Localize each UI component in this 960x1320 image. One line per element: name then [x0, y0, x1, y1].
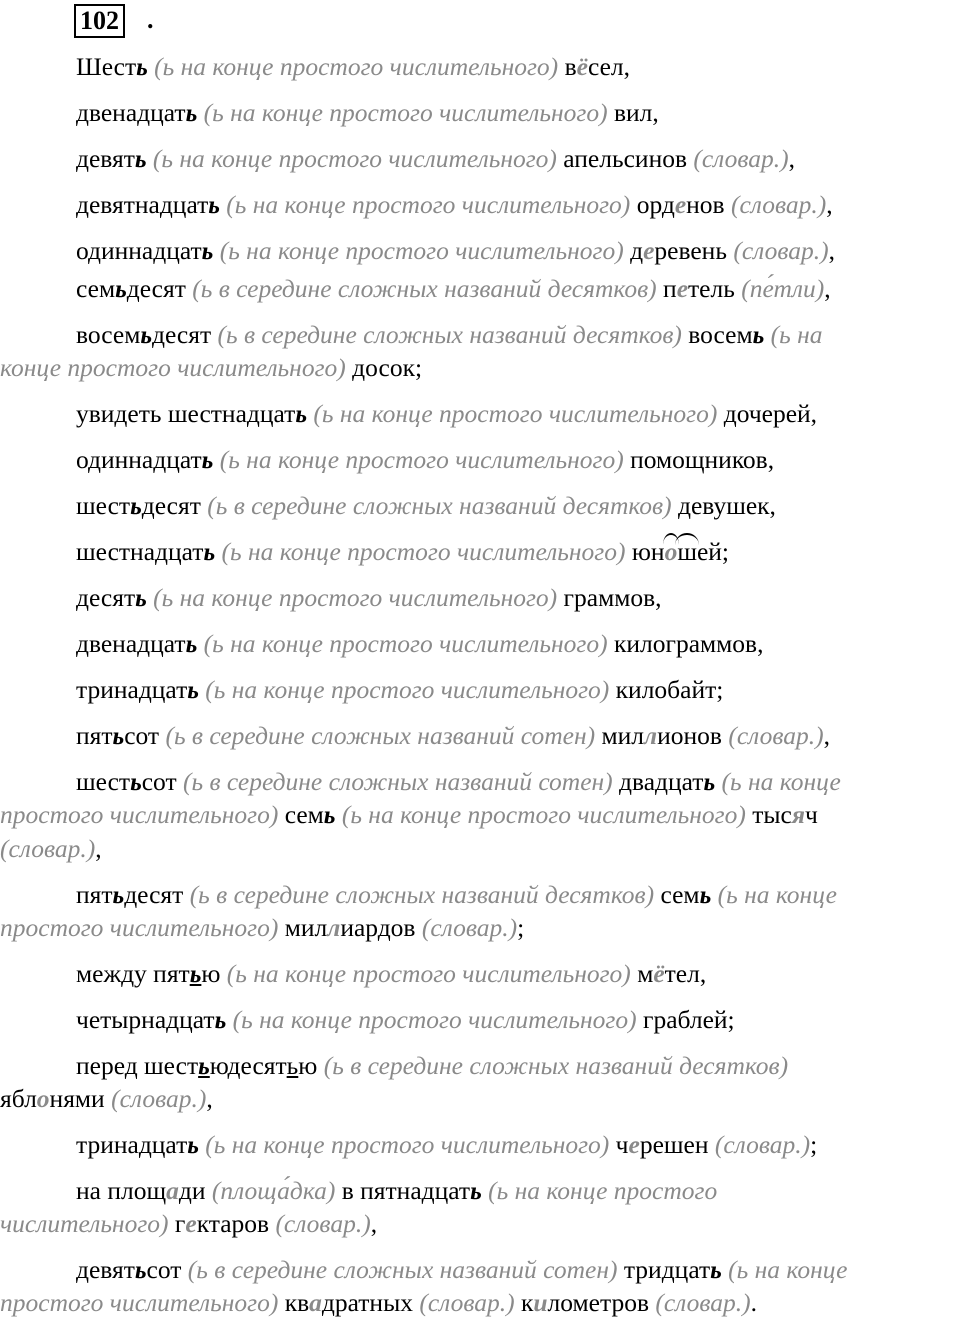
soft-sign-mark: ь	[189, 959, 202, 988]
text-run: .	[750, 1288, 758, 1317]
text-line	[0, 719, 960, 753]
text-run: тел,	[664, 959, 707, 988]
text-run: ,	[206, 1084, 213, 1113]
comment-run: (ь на конце простого	[481, 1176, 718, 1205]
text-run: ктаров	[196, 1209, 276, 1238]
soft-sign-mark: ь	[295, 399, 307, 428]
text-run: двадцат	[619, 767, 704, 796]
text-line	[0, 1003, 960, 1037]
text-run: юдесят	[209, 1051, 287, 1080]
text-line	[0, 832, 960, 866]
text-line	[0, 911, 960, 945]
text-run: двенадцат	[76, 98, 186, 127]
comment-run: (ь в середине сложных названий сотен)	[181, 1255, 624, 1284]
comment-run: (словар.)	[655, 1288, 751, 1317]
comment-run: (ь на конце простого числительного)	[198, 675, 616, 704]
text-run: шестнадцат	[76, 537, 204, 566]
text-run: нями	[49, 1084, 112, 1113]
text-run: иардов	[340, 913, 422, 942]
text-run: в	[564, 52, 577, 81]
text-line	[0, 50, 960, 84]
comment-run: (пе́тли)	[741, 274, 825, 303]
comment-run: (ь в середине сложных названий десятков)	[200, 491, 678, 520]
comment-run: (ь на конце простого числительного)	[197, 98, 614, 127]
comment-run: (ь на конце простого числительного)	[219, 190, 637, 219]
soft-sign-mark: ь	[136, 52, 148, 81]
text-run: десят	[76, 583, 136, 612]
text-run: мил	[601, 721, 645, 750]
text-run: граблей;	[642, 1005, 735, 1034]
text-run: тель	[688, 274, 742, 303]
vowel-mark: ё	[576, 52, 588, 81]
text-run: килограммов,	[614, 629, 764, 658]
text-line	[0, 798, 960, 832]
text-line	[0, 673, 960, 707]
text-run: тыс	[752, 800, 792, 829]
comment-run: (ь на конце простого числительного)	[215, 537, 632, 566]
soft-sign-mark: ь	[323, 800, 336, 829]
text-run: нов	[686, 190, 731, 219]
text-run: юн	[631, 537, 665, 566]
comment-run: (ь в середине сложных названий сотен)	[176, 767, 620, 796]
text-run: решен	[639, 1130, 715, 1159]
text-run: одиннадцат	[76, 445, 202, 474]
comment-run: простого числительного)	[0, 800, 285, 829]
text-line	[0, 397, 960, 431]
text-run: сем	[660, 880, 700, 909]
soft-sign-mark: ь	[134, 1255, 147, 1284]
text-run: сел,	[587, 52, 630, 81]
text-line	[0, 581, 960, 615]
vowel-mark: о	[36, 1084, 50, 1113]
text-run: мил	[284, 913, 328, 942]
comment-run: простого числительного)	[0, 913, 285, 942]
exercise-number-dot: .	[147, 5, 154, 34]
text-line	[0, 142, 960, 176]
text-run: граммов,	[563, 583, 662, 612]
text-run: ю	[298, 1051, 318, 1080]
text-line	[0, 489, 960, 523]
soft-sign-mark: ь	[203, 537, 216, 566]
comment-run: (ь в середине сложных названий десятков)	[185, 274, 664, 303]
text-run: тринадцат	[76, 675, 188, 704]
soft-sign-mark: ь	[187, 675, 199, 704]
comment-run: (ь на конце простого числительного)	[198, 1130, 616, 1159]
vowel-mark: е	[185, 1209, 197, 1238]
comment-run: простого числительного)	[0, 1288, 285, 1317]
comment-run: (ь на конце простого числительного)	[146, 583, 564, 612]
text-run: десят	[126, 274, 186, 303]
text-line	[0, 1253, 960, 1287]
soft-sign-mark: ь	[710, 1255, 722, 1284]
text-run: ,	[95, 834, 102, 863]
text-run: девятнадцат	[76, 190, 209, 219]
text-run: в пятнадцат	[335, 1176, 471, 1205]
text-run: п	[663, 274, 677, 303]
text-run: Шест	[76, 52, 137, 81]
text-run: десят	[141, 491, 201, 520]
vowel-mark: и	[533, 1288, 548, 1317]
text-run: двенадцат	[76, 629, 186, 658]
text-line	[0, 188, 960, 222]
text-run: ди	[178, 1176, 212, 1205]
text-run: ,	[824, 274, 831, 303]
soft-sign-mark: ь	[130, 491, 142, 520]
text-line	[0, 1049, 960, 1083]
text-run: пят	[76, 880, 113, 909]
text-run: девят	[76, 144, 135, 173]
text-run: ,	[370, 1209, 378, 1238]
text-run: дочерей,	[723, 399, 818, 428]
soft-sign-mark: ь	[703, 767, 716, 796]
text-run: дратных	[321, 1288, 420, 1317]
comment-run: (ь в середине сложных названий десятков)	[317, 1051, 789, 1080]
comment-run: (ь на конце	[715, 767, 841, 796]
exercise-number: 102	[74, 4, 125, 38]
text-line	[0, 443, 960, 477]
text-run: к	[514, 1288, 534, 1317]
soft-sign-mark: ь	[699, 880, 712, 909]
comment-run: (ь в середине сложных названий десятков)	[183, 880, 661, 909]
text-run: апельсинов	[563, 144, 694, 173]
text-run: увидеть шестнадцат	[76, 399, 296, 428]
comment-run: (словар.)	[693, 144, 789, 173]
comment-run: числительного)	[0, 1209, 175, 1238]
text-line	[0, 765, 960, 799]
text-run: ь	[286, 1051, 299, 1080]
comment-run: (ь на конце простого числительного)	[213, 236, 631, 265]
text-line	[0, 318, 960, 352]
text-run: м	[637, 959, 654, 988]
text-run: пят	[76, 721, 113, 750]
text-run: девушек,	[678, 491, 776, 520]
vowel-mark: л	[644, 721, 658, 750]
comment-run: (словар.)	[421, 913, 518, 942]
soft-sign-mark: ь	[187, 1130, 199, 1159]
text-line	[0, 957, 960, 991]
comment-run: (словар.)	[714, 1130, 811, 1159]
soft-sign-mark: ь	[112, 721, 125, 750]
comment-run: (ь на конце простого числительного)	[213, 445, 631, 474]
comment-run: конце простого числительного)	[0, 353, 353, 382]
text-run: орд	[636, 190, 675, 219]
text-run: сот	[124, 721, 160, 750]
comment-run: (словар.)	[728, 721, 824, 750]
comment-run: (словар.)	[419, 1288, 515, 1317]
text-line	[0, 1174, 960, 1208]
text-run: килобайт;	[615, 675, 724, 704]
text-run: ,	[826, 190, 833, 219]
soft-sign-mark: ь	[214, 1005, 227, 1034]
comment-run: (ь на конце простого числительного)	[220, 959, 638, 988]
text-line	[0, 1207, 960, 1241]
soft-sign-mark: ь	[134, 144, 147, 173]
vowel-mark: я	[791, 800, 805, 829]
text-run: ,	[823, 721, 830, 750]
soft-sign-mark: ь	[115, 274, 127, 303]
comment-run: (ь в середине сложных названий десятков)	[211, 320, 689, 349]
text-run: шест	[76, 491, 131, 520]
text-run: г	[174, 1209, 186, 1238]
text-run: ш	[677, 535, 697, 569]
text-run: кв	[284, 1288, 310, 1317]
text-line	[0, 234, 960, 268]
text-line	[0, 1082, 960, 1116]
text-line	[0, 96, 960, 130]
soft-sign-mark: ь	[201, 445, 214, 474]
vowel-mark: л	[327, 913, 341, 942]
comment-run: (ь на	[764, 320, 823, 349]
text-run: ;	[517, 913, 525, 942]
soft-sign-mark: ь	[185, 629, 198, 658]
text-run: вил,	[614, 98, 659, 127]
comment-run: (ь на конце	[721, 1255, 848, 1284]
text-run: девят	[76, 1255, 135, 1284]
text-run: тринадцат	[76, 1130, 188, 1159]
text-run: сот	[141, 767, 177, 796]
soft-sign-mark: ь	[135, 583, 147, 612]
comment-run: (ь на конце	[711, 880, 837, 909]
text-run: ,	[828, 236, 835, 265]
text-line	[0, 1286, 960, 1320]
comment-run: (ь на конце простого числительного)	[197, 629, 614, 658]
soft-sign-mark: ь	[185, 98, 198, 127]
vowel-mark: о	[665, 535, 678, 569]
comment-run: (площа́дка)	[211, 1176, 336, 1205]
text-run: ч	[804, 800, 818, 829]
soft-sign-mark: ь	[112, 880, 125, 909]
soft-sign-mark: ь	[198, 1051, 210, 1080]
text-run: четырнадцат	[76, 1005, 215, 1034]
text-run: сем	[76, 274, 116, 303]
comment-run: (ь на конце простого числительного)	[147, 52, 565, 81]
text-run: лометров	[547, 1288, 656, 1317]
soft-sign-mark: ь	[752, 320, 765, 349]
text-run: сот	[146, 1255, 182, 1284]
vowel-mark: е	[643, 236, 655, 265]
text-run: ревень	[654, 236, 734, 265]
comment-run: (словар.)	[111, 1084, 207, 1113]
text-run: досок;	[352, 353, 423, 382]
soft-sign-mark: ь	[130, 767, 142, 796]
vowel-mark: е	[674, 190, 687, 219]
text-run: ей;	[696, 537, 730, 566]
soft-sign-mark: ь	[201, 236, 214, 265]
text-run: восем	[688, 320, 753, 349]
soft-sign-mark: ь	[208, 190, 220, 219]
text-run: одиннадцат	[76, 236, 202, 265]
text-line	[0, 878, 960, 912]
text-run: на площ	[76, 1176, 167, 1205]
text-run: ябл	[0, 1084, 37, 1113]
text-line	[0, 1128, 960, 1162]
text-run: десят	[152, 320, 212, 349]
text-run: сем	[284, 800, 324, 829]
vowel-mark: а	[309, 1288, 322, 1317]
comment-run: (ь на конце простого числительного)	[226, 1005, 643, 1034]
vowel-mark: а	[166, 1176, 179, 1205]
text-run: тридцат	[623, 1255, 711, 1284]
text-run: между пят	[76, 959, 190, 988]
text-run: ионов	[657, 721, 729, 750]
text-run: ,	[788, 144, 796, 173]
comment-run: (словар.)	[730, 190, 827, 219]
text-line	[0, 627, 960, 661]
soft-sign-mark: ь	[140, 320, 152, 349]
text-line	[0, 535, 960, 569]
text-line	[0, 272, 960, 306]
vowel-mark: е	[628, 1130, 640, 1159]
text-run: д	[630, 236, 644, 265]
comment-run: (словар.)	[733, 236, 829, 265]
text-run: ;	[810, 1130, 818, 1159]
text-run: ч	[615, 1130, 629, 1159]
text-run: ю	[201, 959, 221, 988]
comment-run: (ь в середине сложных названий сотен)	[159, 721, 602, 750]
comment-run: (ь на конце простого числительного)	[306, 399, 724, 428]
text-run: восем	[76, 320, 141, 349]
text-line	[0, 351, 960, 385]
comment-run: (ь на конце простого числительного)	[335, 800, 753, 829]
text-run: десят	[124, 880, 184, 909]
comment-run: (словар.)	[275, 1209, 371, 1238]
soft-sign-mark: ь	[470, 1176, 482, 1205]
vowel-mark: ё	[653, 959, 665, 988]
comment-run: (словар.)	[0, 834, 96, 863]
text-run: помощников,	[630, 445, 775, 474]
text-run: перед шест	[76, 1051, 199, 1080]
comment-run: (ь на конце простого числительного)	[146, 144, 564, 173]
vowel-mark: е	[676, 274, 689, 303]
text-run: шест	[76, 767, 131, 796]
